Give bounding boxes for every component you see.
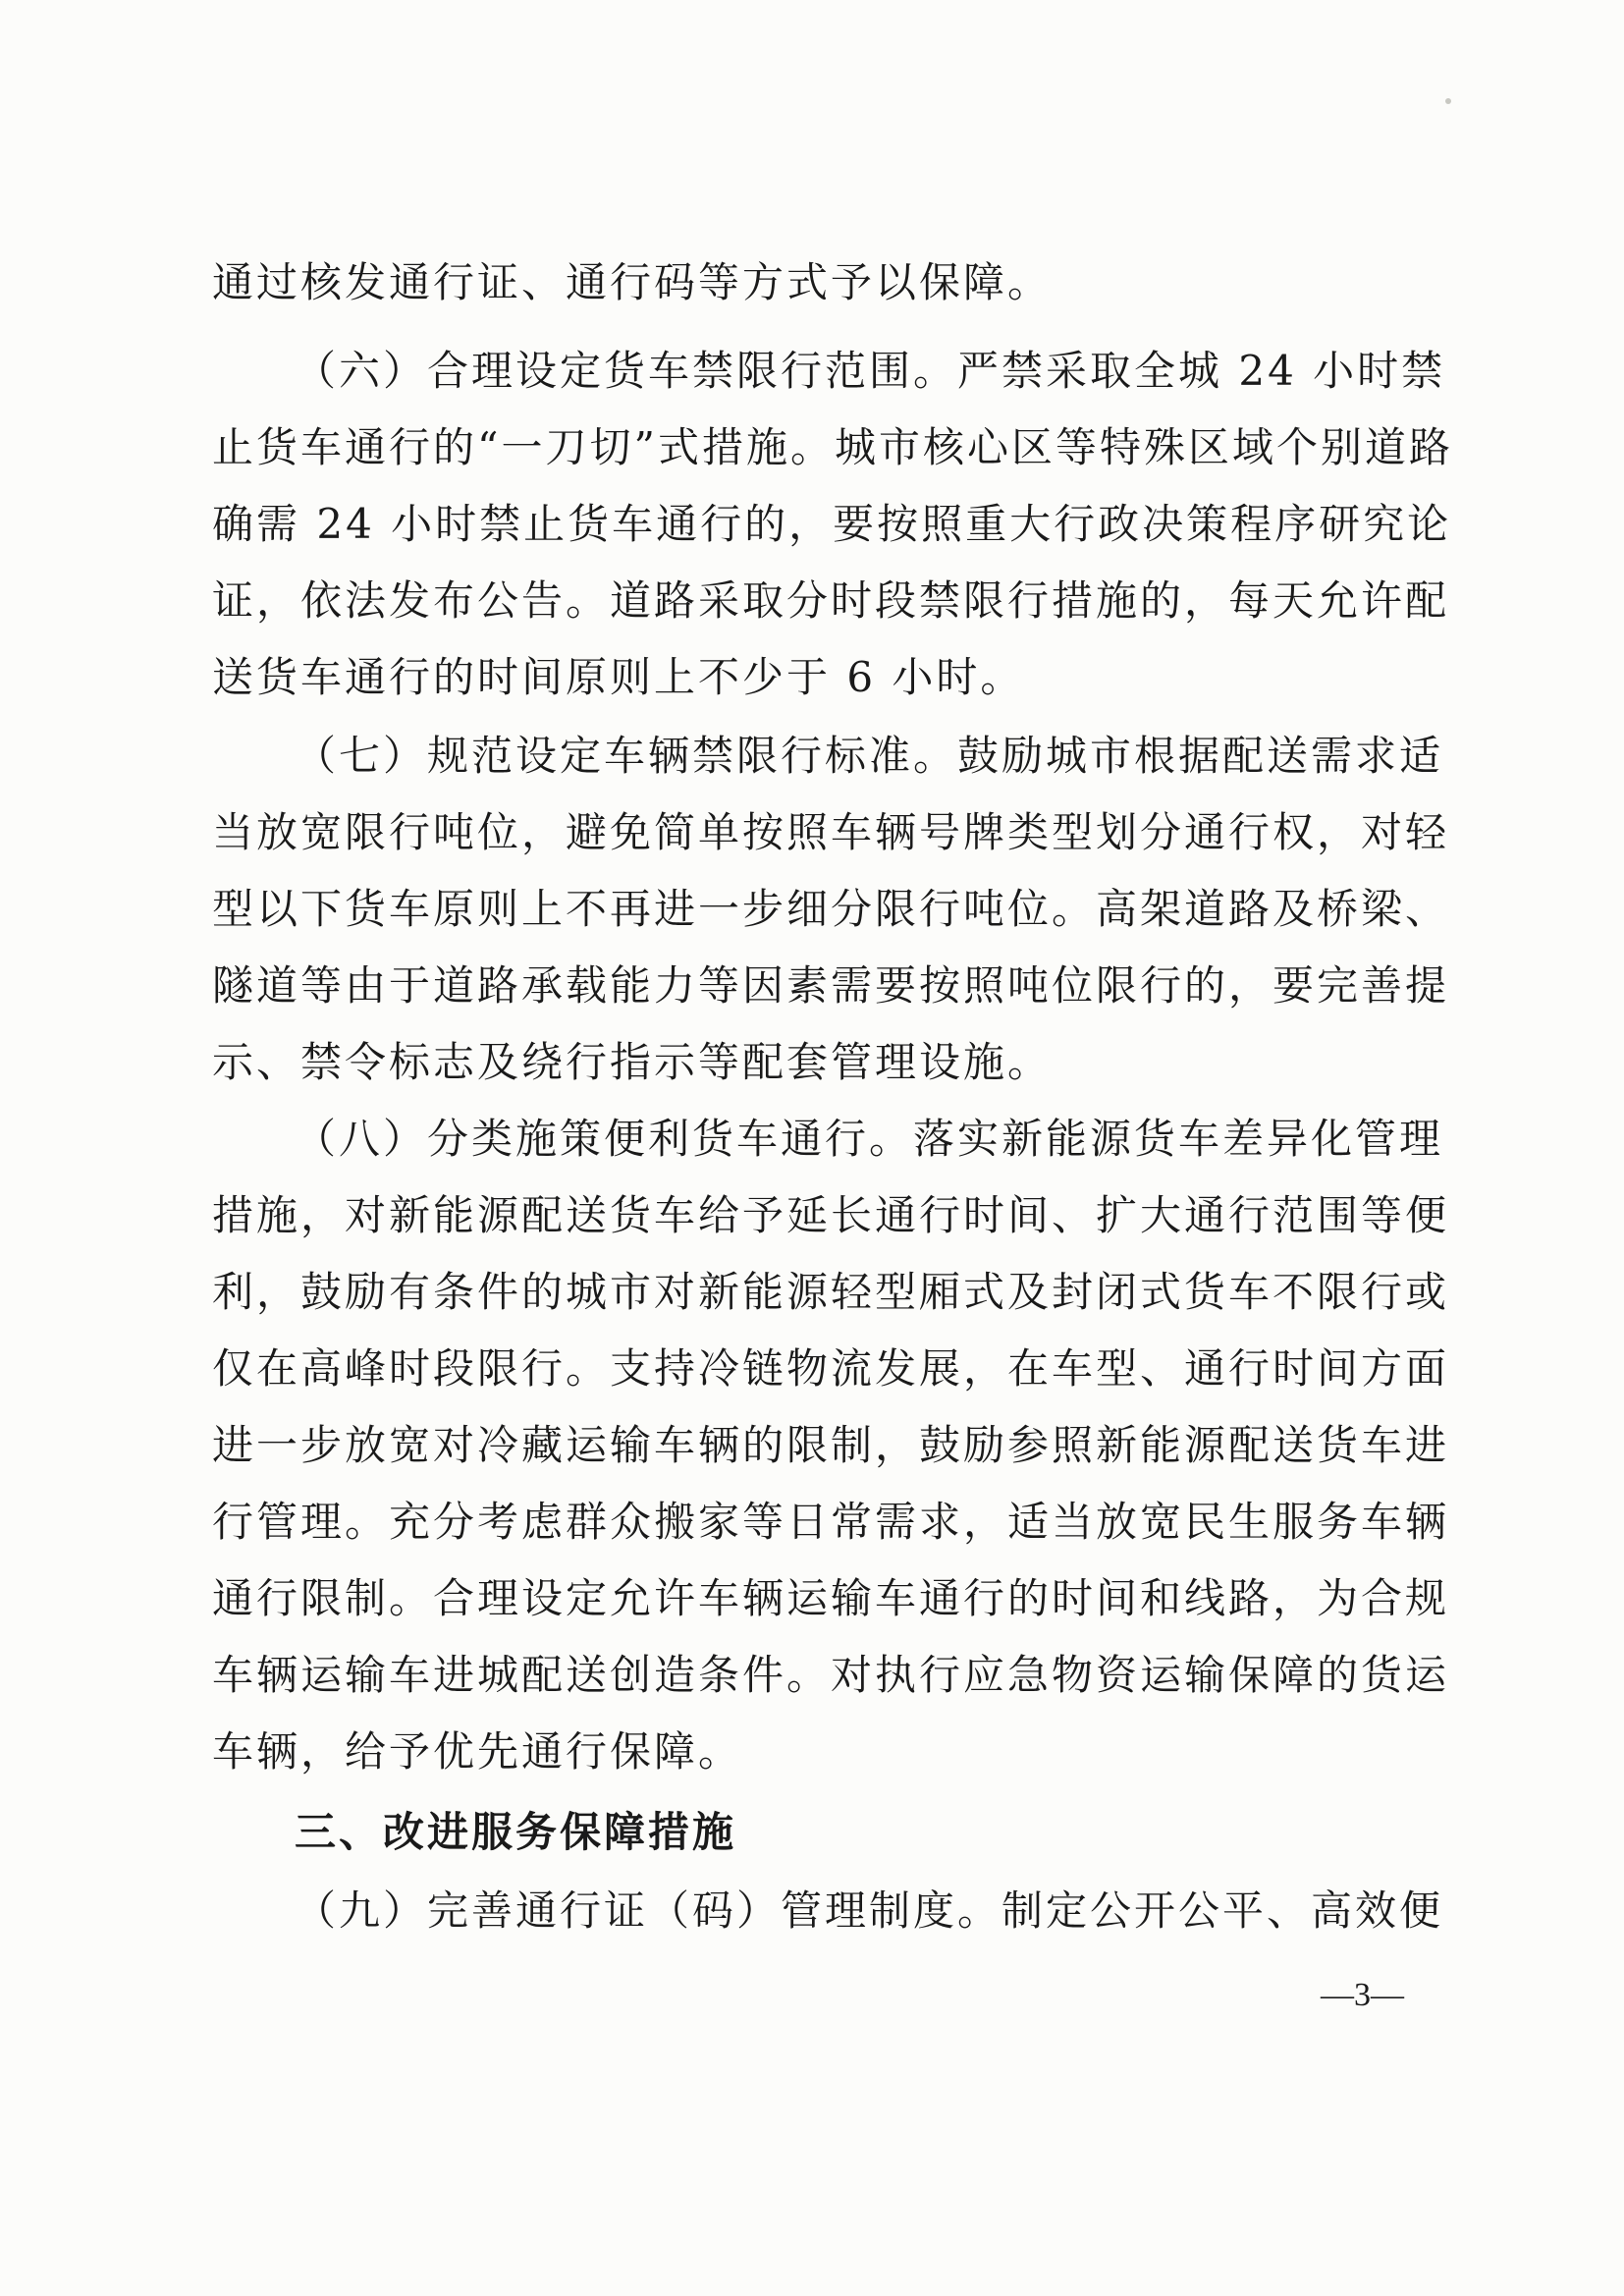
paragraph-line: 仅在高峰时段限行。支持冷链物流发展，在车型、通行时间方面: [212, 1344, 1450, 1393]
paragraph-line: 当放宽限行吨位，避免简单按照车辆号牌类型划分通行权，对轻: [212, 808, 1450, 856]
paragraph-line: 送货车通行的时间原则上不少于 6 小时。: [212, 653, 1025, 701]
paragraph-line: 通行限制。合理设定允许车辆运输车通行的时间和线路，为合规: [212, 1574, 1450, 1622]
scan-speck: [1445, 98, 1451, 104]
paragraph-line: 行管理。充分考虑群众搬家等日常需求，适当放宽民生服务车辆: [212, 1498, 1450, 1546]
paragraph-line: 进一步放宽对冷藏运输车辆的限制，鼓励参照新能源配送货车进: [212, 1421, 1450, 1469]
paragraph-line: （八）分类施策便利货车通行。落实新能源货车差异化管理: [295, 1115, 1444, 1163]
paragraph-line: 止货车通行的“一刀切”式措施。城市核心区等特殊区域个别道路: [212, 423, 1453, 471]
paragraph-line: 隧道等由于道路承载能力等因素需要按照吨位限行的，要完善提: [212, 961, 1450, 1010]
paragraph-line: （七）规范设定车辆禁限行标准。鼓励城市根据配送需求适: [295, 732, 1444, 780]
paragraph-line: 示、禁令标志及绕行指示等配套管理设施。: [212, 1038, 1053, 1086]
paragraph-line: 车辆运输车进城配送创造条件。对执行应急物资运输保障的货运: [212, 1651, 1450, 1699]
paragraph-line: 确需 24 小时禁止货车通行的，要按照重大行政决策程序研究论: [212, 500, 1452, 548]
paragraph-line: 证，依法发布公告。道路采取分时段禁限行措施的，每天允许配: [212, 576, 1450, 625]
paragraph-line: 措施，对新能源配送货车给予延长通行时间、扩大通行范围等便: [212, 1191, 1450, 1239]
paragraph-line: 车辆，给予优先通行保障。: [212, 1727, 743, 1776]
paragraph-line: 通过核发通行证、通行码等方式予以保障。: [212, 258, 1053, 306]
section-heading: 三、改进服务保障措施: [295, 1808, 737, 1856]
page-number: —3—: [1321, 1977, 1404, 2013]
paragraph-line: 利，鼓励有条件的城市对新能源轻型厢式及封闭式货车不限行或: [212, 1268, 1450, 1316]
paragraph-line: （六）合理设定货车禁限行范围。严禁采取全城 24 小时禁: [295, 347, 1446, 395]
paragraph-line: （九）完善通行证（码）管理制度。制定公开公平、高效便: [295, 1886, 1444, 1935]
paragraph-line: 型以下货车原则上不再进一步细分限行吨位。高架道路及桥梁、: [212, 885, 1450, 933]
